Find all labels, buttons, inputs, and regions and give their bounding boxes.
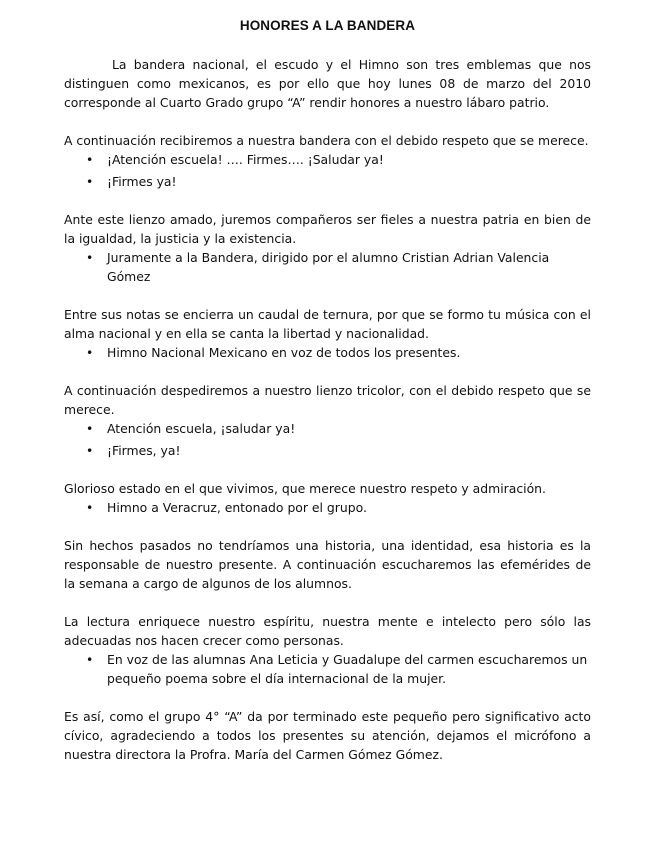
list-item	[64, 441, 591, 460]
section-paragraph: Ante este lienzo amado, juremos compañeros ser fieles a nuestra patria en bien de la igualdad, la justicia y la existencia.	[64, 212, 591, 246]
list-item	[64, 343, 591, 362]
bullet-list	[64, 150, 591, 191]
list-item	[64, 172, 591, 191]
list-item	[64, 498, 591, 517]
list-item-text: Himno a Veracruz, entonado por el grupo.	[107, 500, 367, 515]
bullet-icon: •	[86, 250, 94, 265]
bullet-list	[64, 419, 591, 460]
list-item-text: Juramente a la Bandera, dirigido por el alumno Cristian Adrian Valencia Gómez	[107, 250, 550, 284]
list-item	[64, 150, 591, 169]
list-item	[64, 248, 591, 286]
list-item	[64, 650, 591, 688]
list-item	[64, 419, 591, 438]
bullet-icon: •	[86, 174, 94, 189]
bullet-icon: •	[86, 443, 94, 458]
list-item-text: ¡Atención escuela! …. Firmes…. ¡Saludar ya!	[107, 152, 384, 167]
list-item-text: ¡Firmes ya!	[107, 174, 177, 189]
bullet-list	[64, 650, 591, 688]
section-paragraph: Glorioso estado en el que vivimos, que merece nuestro respeto y admiración.	[64, 481, 546, 496]
section-paragraph: La lectura enriquece nuestro espíritu, nuestra mente e intelecto pero sólo las adecuadas nos hacen crecer como personas.	[64, 614, 591, 648]
bullet-icon: •	[86, 345, 94, 360]
section-paragraph: A continuación recibiremos a nuestra bandera con el debido respeto que se merece.	[64, 133, 589, 148]
closing-paragraph: Es así, como el grupo 4° “A” da por terminado este pequeño pero significativo acto cívico, agradeciendo a todos los presentes su atención, dejamos el micrófono a nuestra directora la Profra. María del Carmen Gómez Gómez.	[64, 709, 591, 762]
bullet-list	[64, 343, 591, 362]
bullet-list	[64, 498, 591, 517]
bullet-icon: •	[86, 152, 94, 167]
section-paragraph: Entre sus notas se encierra un caudal de ternura, por que se formo tu música con el alma nacional y en ella se canta la libertad y nacionalidad.	[64, 307, 591, 341]
intro-paragraph: La bandera nacional, el escudo y el Himno son tres emblemas que nos distinguen como mexicanos, es por ello que hoy lunes 08 de marzo del 2010 corresponde al Cuarto Grado grupo “A” rendir honores a nuestro lábaro patrio.	[64, 57, 591, 110]
bullet-icon: •	[86, 652, 94, 667]
list-item-text: En voz de las alumnas Ana Leticia y Guadalupe del carmen escucharemos un pequeño poema sobre el día internacional de la mujer.	[107, 652, 588, 686]
bullet-icon: •	[86, 421, 94, 436]
document-title: HONORES A LA BANDERA	[239, 18, 416, 33]
section-paragraph: Sin hechos pasados no tendríamos una historia, una identidad, esa historia es la responsable de nuestro presente. A continuación escucharemos las efemérides de la semana a cargo de algunos de los alumnos.	[64, 538, 591, 591]
section-paragraph: A continuación despediremos a nuestro lienzo tricolor, con el debido respeto que se merece.	[64, 383, 591, 417]
list-item-text: Himno Nacional Mexicano en voz de todos los presentes.	[107, 345, 461, 360]
bullet-icon: •	[86, 500, 94, 515]
list-item-text: Atención escuela, ¡saludar ya!	[107, 421, 296, 436]
list-item-text: ¡Firmes, ya!	[107, 443, 181, 458]
bullet-list	[64, 248, 591, 286]
